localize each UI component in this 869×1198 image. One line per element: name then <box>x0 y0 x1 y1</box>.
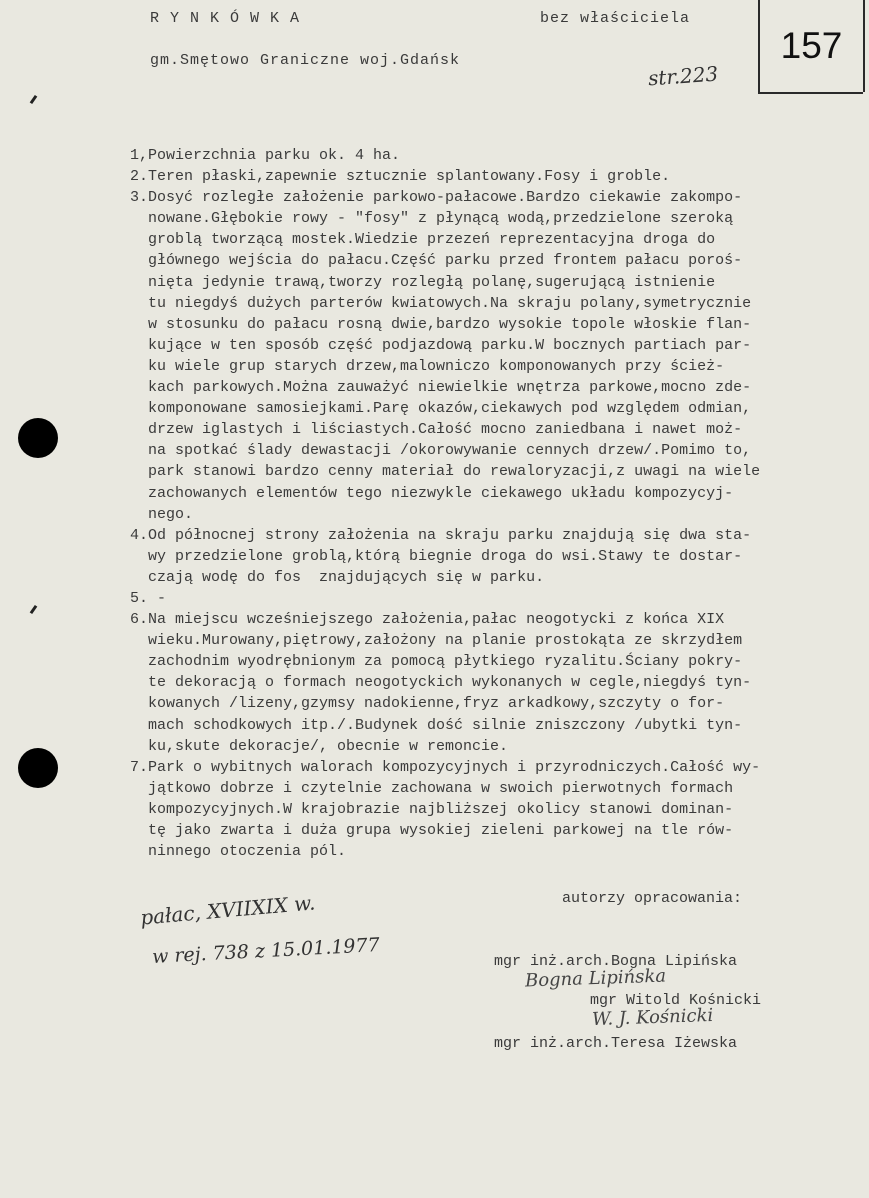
body-line: kach parkowych.Można zauważyć niewielkie wnętrza parkowe,mocno zde- <box>130 379 752 397</box>
body-line: mach schodkowych itp./.Budynek dość silnie zniszczony /ubytki tyn- <box>130 716 743 734</box>
body-line: nego. <box>130 505 194 523</box>
author-name: mgr inż.arch.Teresa Iżewska <box>494 1035 738 1052</box>
body-line: w stosunku do pałacu rosną dwie,bardzo wysokie topole włoskie flan- <box>130 315 752 333</box>
record-number-box <box>758 0 863 94</box>
body-line: nowane.Głębokie rowy - "fosy" z płynącą wodą,przedzielone szeroką <box>130 210 734 228</box>
body-line: groblą tworzącą mostek.Wiedzie przezeń reprezentacyjna droga do <box>130 231 716 249</box>
author-name: mgr Witold Kośnicki <box>590 992 762 1009</box>
author-signature: W. J. Kośnicki <box>591 1004 714 1031</box>
authors-label: autorzy opracowania: <box>562 890 743 907</box>
body-line: park stanowi bardzo cenny materiał do rewaloryzacji,z uwagi na wiele <box>130 463 761 481</box>
author-name: mgr inż.arch.Bogna Lipińska <box>494 953 738 970</box>
body-line: komponowane samosiejkami.Parę okazów,ciekawych pod względem odmian, <box>130 400 752 418</box>
body-line: zachodnim wyodrębnionym za pomocą płytkiego ryzalitu.Ściany pokry- <box>130 653 743 671</box>
body-line: kujące w ten sposób część podjazdową parku.W bocznych partiach par- <box>130 336 752 354</box>
body-line: ninnego otoczenia pól. <box>130 843 347 861</box>
body-line: ku,skute dekoracje/, obecnie w remoncie. <box>130 737 509 755</box>
punch-hole-lower <box>18 748 58 788</box>
body-line: nięta jedynie trawą,tworzy rozległą polanę,sugerującą istnienie <box>130 273 716 291</box>
handwritten-note-2: w rej. 738 z 15.01.1977 <box>151 934 381 968</box>
body-line: 4.Od północnej strony założenia na skraju parku znajdują się dwa sta- <box>130 526 752 544</box>
body-line: 7.Park o wybitnych walorach kompozycyjnych i przyrodniczych.Całość wy- <box>130 758 761 776</box>
body-line: kompozycyjnych.W krajobrazie najbliższej okolicy stanowi dominan- <box>130 800 734 818</box>
body-line: 5. - <box>130 589 167 607</box>
page-title: R Y N K Ó W K A <box>150 10 301 27</box>
margin-mark <box>30 605 38 614</box>
body-line: czają wodę do fos znajdujących się w parku. <box>130 568 545 586</box>
body-line: na spotkać ślady dewastacji /okorowywanie cennych drzew/.Pomimo to, <box>130 442 752 460</box>
body-line: tu niegdyś dużych parterów kwiatowych.Na skraju polany,symetrycznie <box>130 294 752 312</box>
body-line: kowanych /lizeny,gzymsy nadokienne,fryz arkadkowy,szczyty o for- <box>130 695 725 713</box>
record-number: 157 <box>780 25 843 66</box>
body-line: wy przedzielone groblą,którą biegnie droga do wsi.Stawy te dostar- <box>130 547 743 565</box>
body-line: wieku.Murowany,piętrowy,założony na planie prostokąta ze skrzydłem <box>130 632 743 650</box>
body-line: ku wiele grup starych drzew,malowniczo komponowanych przy ścież- <box>130 357 725 375</box>
body-line: 2.Teren płaski,zapewnie sztucznie splantowany.Fosy i groble. <box>130 168 671 186</box>
body-line: 3.Dosyć rozległe założenie parkowo-pałacowe.Bardzo ciekawie zakompo- <box>130 189 743 207</box>
page-reference: str.223 <box>647 61 719 91</box>
margin-mark <box>30 95 38 104</box>
owner-status: bez właściciela <box>540 10 691 27</box>
body-line: tę jako zwarta i duża grupa wysokiej zieleni parkowej na tle rów- <box>130 822 734 839</box>
handwritten-note-1: pałac, XVIIXIX w. <box>139 890 317 930</box>
body-line: jątkowo dobrze i czytelnie zachowana w swoich pierwotnych formach <box>130 779 734 797</box>
body-line: 6.Na miejscu wcześniejszego założenia,pałac neogotycki z końca XIX <box>130 611 725 629</box>
body-line: 1,Powierzchnia parku ok. 4 ha. <box>130 147 401 164</box>
punch-hole-upper <box>18 418 58 458</box>
document-body <box>130 145 865 862</box>
author-signature: Bogna Lipińska <box>524 965 667 992</box>
body-line: te dekoracją o formach neogotyckich wykonanych w cegle,niegdyś tyn- <box>130 674 752 692</box>
body-line: drzew iglastych i liściastych.Całość mocno zaniedbana i nawet moż- <box>130 421 743 439</box>
body-line: zachowanych elementów tego niezwykle ciekawego układu kompozycyj- <box>130 484 734 502</box>
location-line: gm.Smętowo Graniczne woj.Gdańsk <box>150 52 461 69</box>
body-line: głównego wejścia do pałacu.Część parku przed frontem pałacu poroś- <box>130 252 743 270</box>
